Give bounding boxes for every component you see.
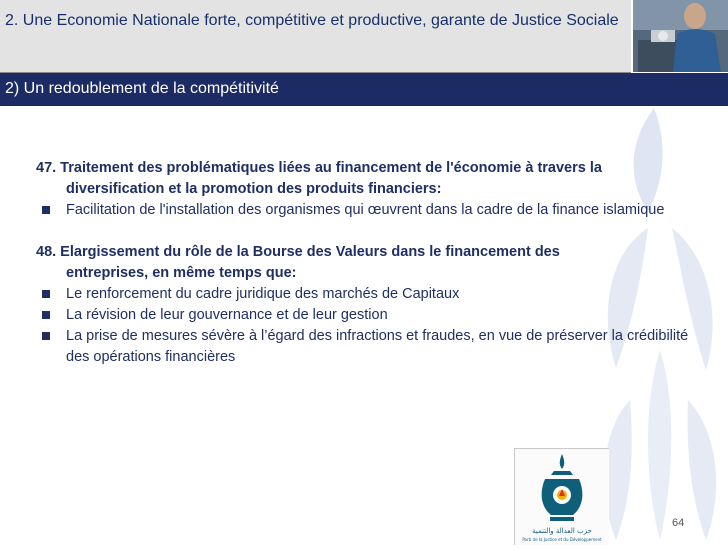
section-48: [36, 242, 696, 368]
party-lamp-logo-icon: [515, 449, 609, 545]
square-bullet-icon: [42, 206, 50, 214]
slide-title: 2. Une Economie Nationale forte, compétitive et productive, garante de Justice Sociale: [5, 12, 619, 29]
heading-line: diversification et la promotion des produits financiers:: [66, 181, 442, 197]
section-47: [36, 158, 696, 221]
section-heading: [36, 158, 696, 200]
list-item-text: Facilitation de l'installation des organismes qui œuvrent dans la cadre de la finance islamique: [66, 202, 665, 218]
slide-header: [0, 0, 631, 73]
list-item-text: Le renforcement du cadre juridique des marchés de Capitaux: [66, 286, 460, 302]
list-item-text: La prise de mesures sévère à l’égard des infractions et fraudes, en vue de préserver la crédibilité des opérations financières: [66, 328, 689, 365]
header-photo: [633, 0, 728, 72]
list-item: [36, 200, 696, 221]
party-logo: [514, 448, 609, 545]
square-bullet-icon: [42, 311, 50, 319]
list-item: [36, 326, 696, 368]
heading-line: entreprises, en même temps que:: [66, 265, 297, 281]
page-number: 64: [672, 517, 685, 529]
square-bullet-icon: [42, 290, 50, 298]
list-item-text: La révision de leur gouvernance et de leur gestion: [66, 307, 388, 323]
svg-text:حزب العدالة والتنمية: حزب العدالة والتنمية: [532, 527, 592, 535]
heading-line: 47. Traitement des problématiques liées au financement de l'économie à travers la: [36, 160, 602, 176]
svg-text:Parti de la Justice et du Déve: Parti de la Justice et du Développement: [522, 537, 602, 542]
list-item: [36, 305, 696, 326]
section-heading: [36, 242, 696, 284]
slide-body: [36, 158, 696, 368]
square-bullet-icon: [42, 332, 50, 340]
heading-line: 48. Elargissement du rôle de la Bourse des Valeurs dans le financement des: [36, 244, 560, 260]
list-item: [36, 284, 696, 305]
section-title: 2) Un redoublement de la compétitivité: [5, 80, 279, 97]
